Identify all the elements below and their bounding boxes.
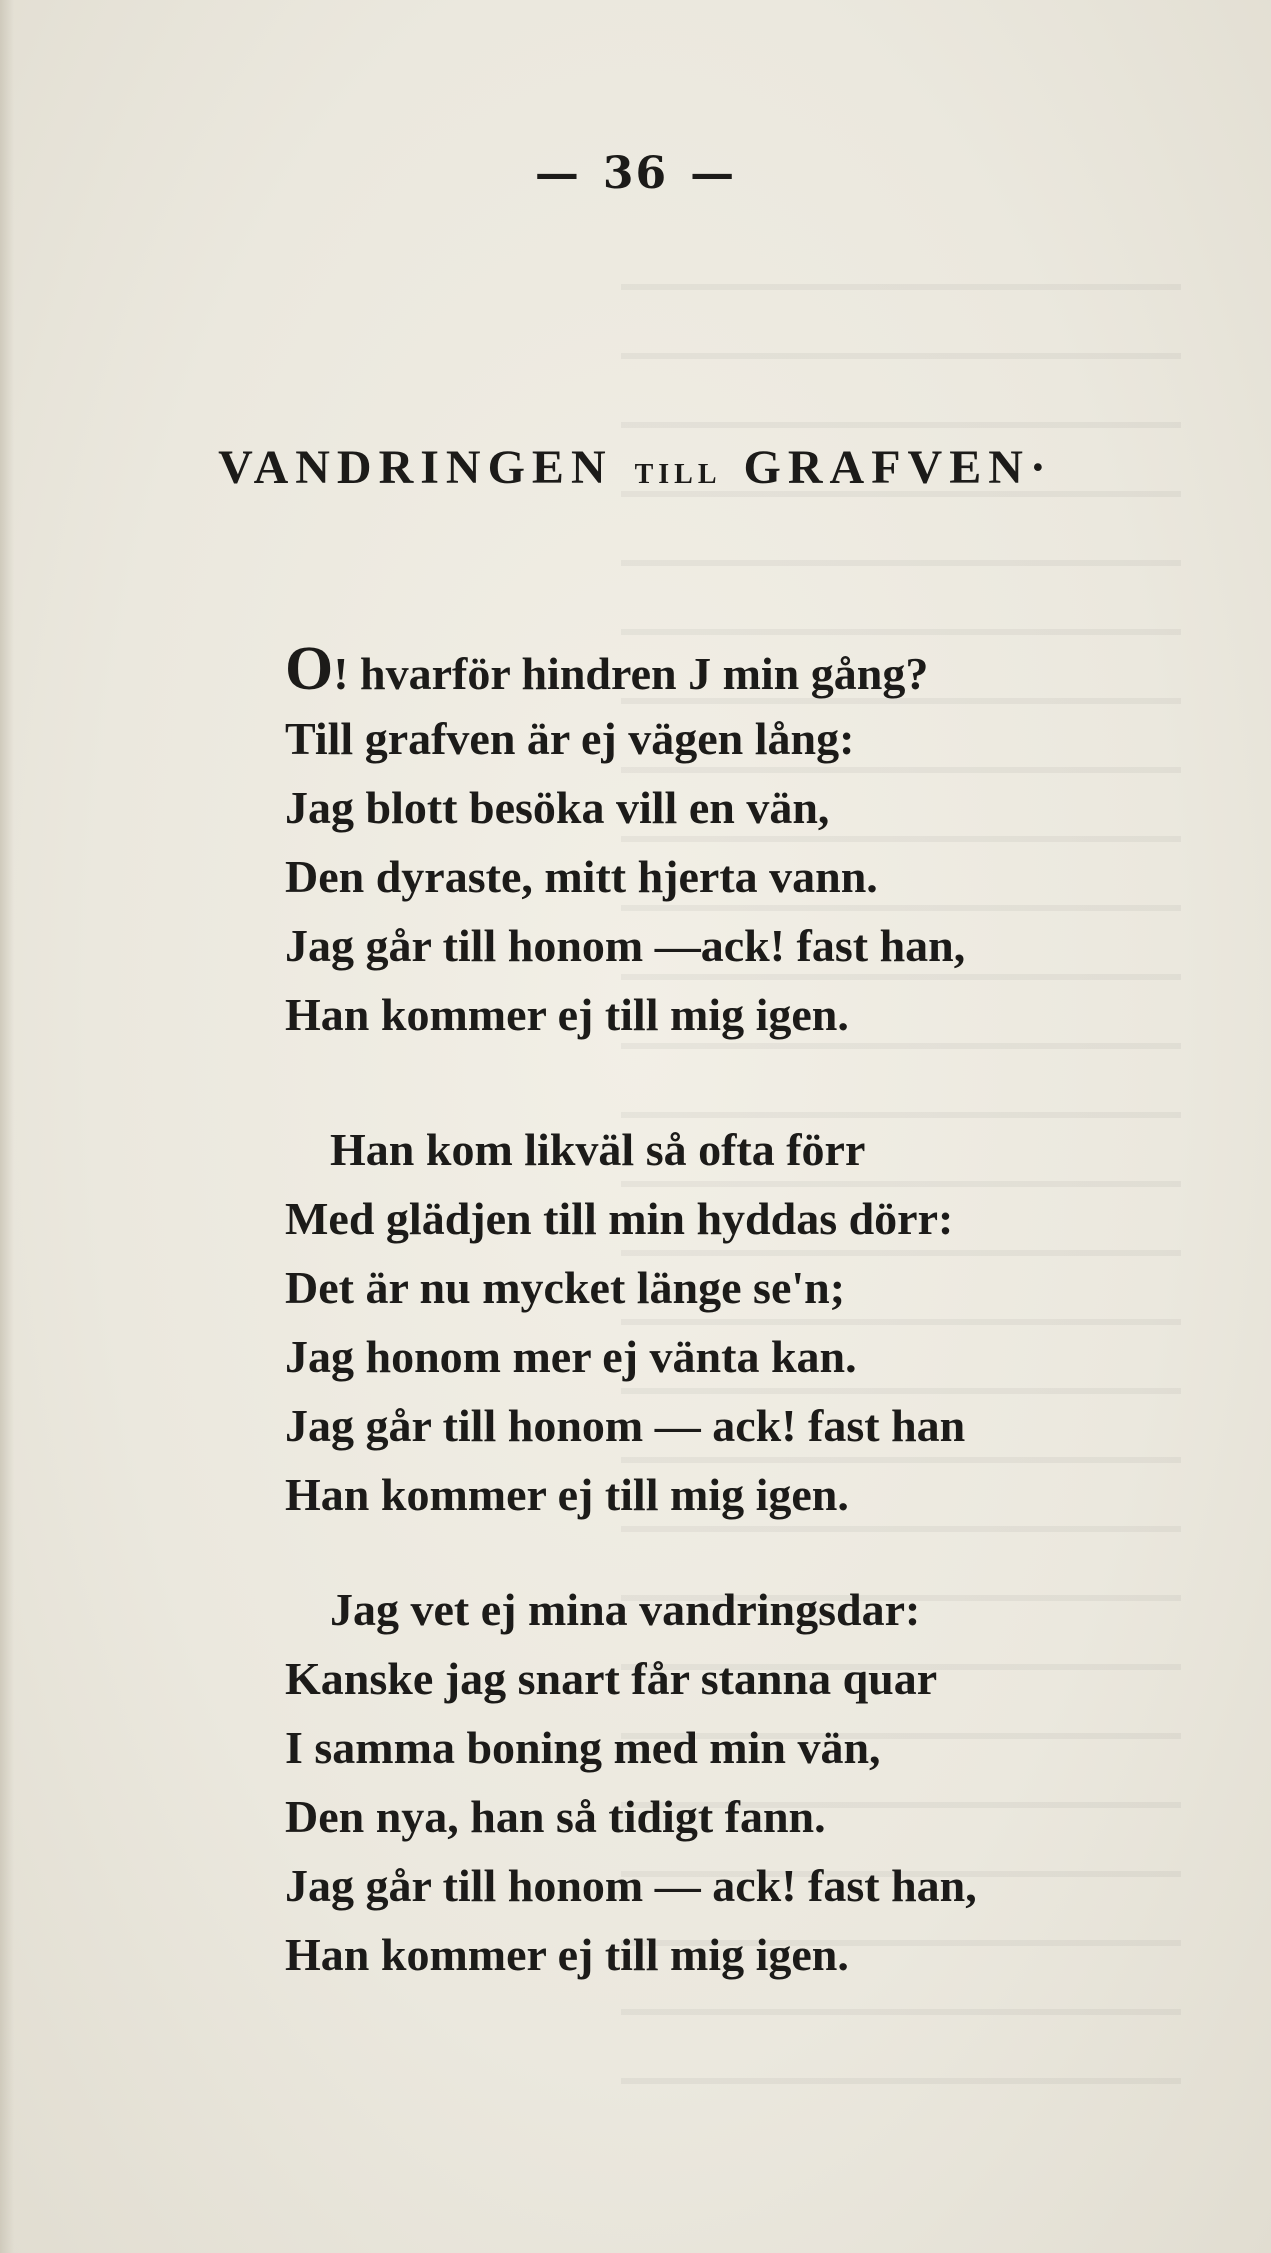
stanza-1 bbox=[0, 635, 1271, 1049]
poem-line: Han kom likväl så ofta förr bbox=[330, 1124, 866, 1175]
poem-line: Den nya, han så tidigt fann. bbox=[285, 1791, 826, 1842]
poem-line: Den dyraste, mitt hjerta vann. bbox=[285, 851, 878, 902]
poem-line: Med glädjen till min hyddas dörr: bbox=[285, 1193, 954, 1244]
poem-line: Jag blott besöka vill en vän, bbox=[285, 782, 830, 833]
poem-line: Jag honom mer ej vänta kan. bbox=[285, 1331, 857, 1382]
poem-line: Kanske jag snart får stanna quar bbox=[285, 1653, 938, 1704]
poem-line bbox=[285, 635, 1271, 704]
poem-line: Jag går till honom — ack! fast han bbox=[285, 1400, 966, 1451]
poem-line: Till grafven är ej vägen lång: bbox=[285, 713, 855, 764]
stanza-2 bbox=[0, 1115, 1271, 1529]
title-word-3: GRAFVEN· bbox=[743, 441, 1053, 494]
line-text: ! hvarför hindren J min gång? bbox=[333, 648, 929, 699]
page-number-header bbox=[0, 148, 1271, 199]
poem-line: Jag går till honom — ack! fast han, bbox=[285, 1860, 977, 1911]
title-word-1: VANDRINGEN bbox=[218, 441, 613, 494]
poem-line: Han kommer ej till mig igen. bbox=[285, 1929, 849, 1980]
poem-line: Han kommer ej till mig igen. bbox=[285, 989, 849, 1040]
stanza-3 bbox=[0, 1575, 1271, 1989]
page-number-dash-right: — bbox=[690, 148, 737, 199]
poem-title bbox=[0, 440, 1271, 495]
page-number-dash-left: — bbox=[534, 148, 581, 199]
poem-line: I samma boning med min vän, bbox=[285, 1722, 881, 1773]
poem-line: Jag vet ej mina vandringsdar: bbox=[330, 1584, 921, 1635]
poem-line: Han kommer ej till mig igen. bbox=[285, 1469, 849, 1520]
title-word-2: TILL bbox=[634, 459, 722, 490]
poem-line: Det är nu mycket länge se'n; bbox=[285, 1262, 846, 1313]
page-number: 36 bbox=[602, 148, 669, 199]
drop-cap: O bbox=[285, 635, 334, 703]
poem-line: Jag går till honom —ack! fast han, bbox=[285, 920, 966, 971]
